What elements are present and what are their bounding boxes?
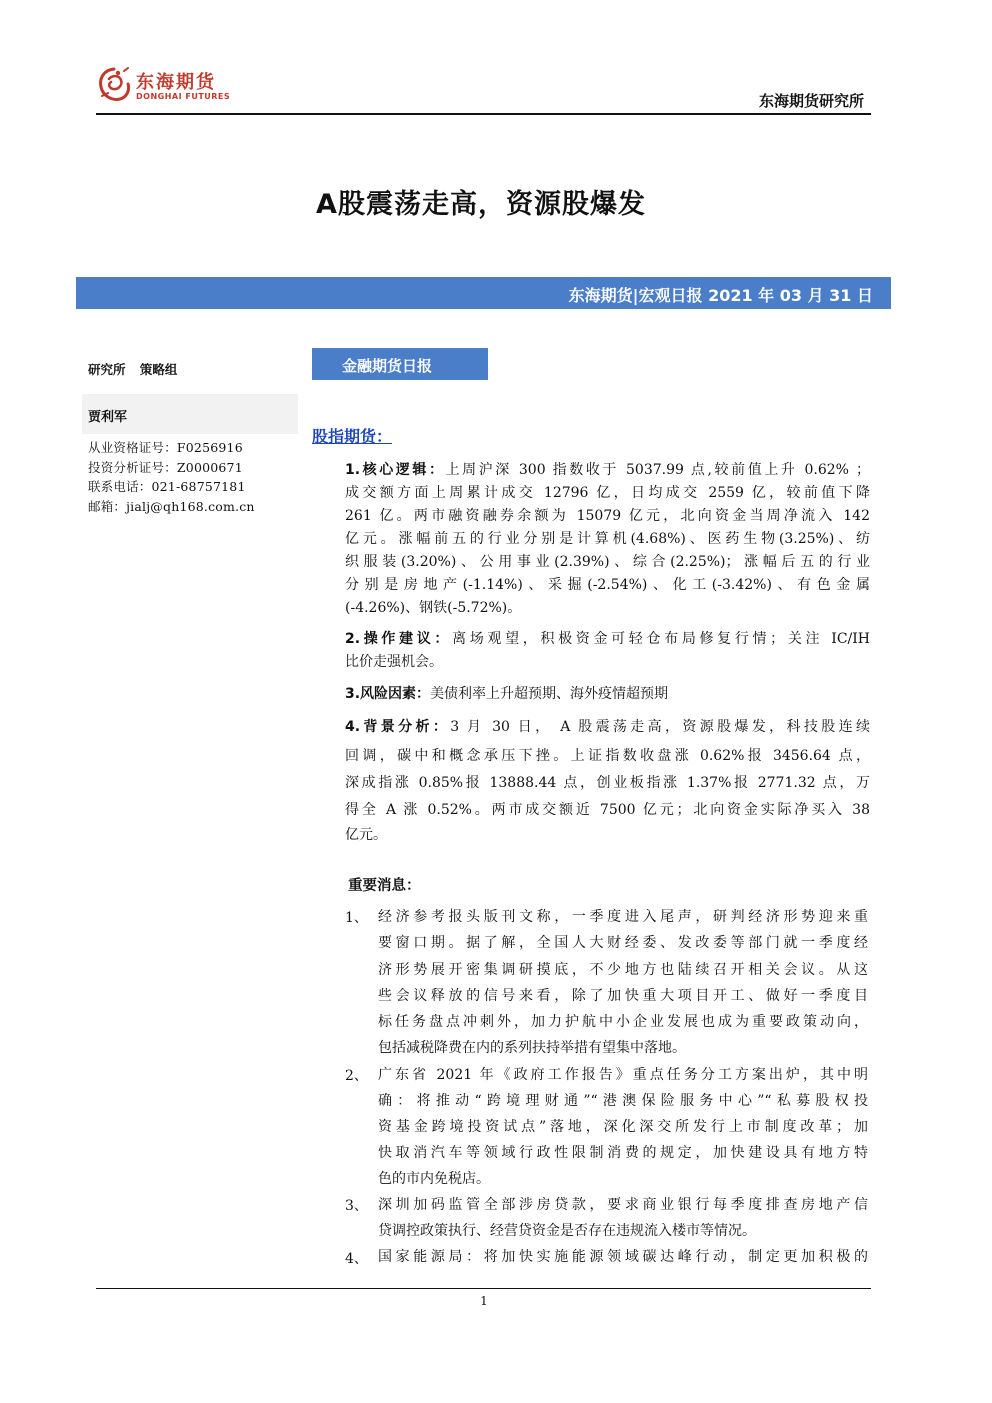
point-line: 1.核心逻辑：上周沪深 300 指数收于 5037.99 点,较前值上升 0.62% ； [345, 462, 870, 478]
section-tab [312, 348, 488, 380]
news-line: 确：将推动“跨境理财通”“港澳保险服务中心”“私募股权投 [378, 1093, 868, 1109]
news-number: 4、 [345, 1251, 368, 1267]
section-subhead: 股指期货： [312, 427, 393, 446]
point-label: 1.核心逻辑： [345, 462, 446, 478]
header-divider [96, 113, 871, 115]
point-line: 织服装(3.20%)、公用事业(2.39%)、综合(2.25%)；涨幅后五的行业 [345, 554, 870, 570]
news-number: 2、 [345, 1068, 368, 1084]
section-tab-label: 金融期货日报 [342, 357, 433, 375]
point-line: 深成指涨 0.85%报 13888.44 点，创业板指涨 1.37%报 2771.32 点，万 [345, 775, 870, 791]
news-line: 资基金跨境投资试点”落地，深化深交所发行上市制度改革；加 [378, 1119, 868, 1135]
author-name: 贾利军 [88, 410, 128, 425]
point-line: 回调，碳中和概念承压下挫。上证指数收盘涨 0.62%报 3456.64 点， [345, 748, 870, 764]
news-line: 国家能源局：将加快实施能源领域碳达峰行动，制定更加积极的 [378, 1249, 868, 1265]
sidebar-team [88, 360, 187, 378]
footer-divider [96, 1288, 871, 1289]
banner-text: 东海期货|宏观日报 2021 年 03 月 31 日 [568, 286, 873, 305]
news-line: 些会议释放的信号来看，除了加快重大项目开工、做好一季度目 [378, 988, 868, 1004]
point-line: 成交额方面上周累计成交 12796 亿，日均成交 2559 亿，较前值下降 [345, 485, 870, 501]
point-line: 比价走强机会。 [345, 654, 443, 670]
contact-email: 邮箱：jialj@qh168.com.cn [88, 499, 255, 514]
news-line: 经济参考报头版刊文称，一季度进入尾声，研判经济形势迎来重 [378, 909, 868, 925]
report-banner [76, 277, 891, 309]
point-line: (-4.26%)、钢铁(-5.72%)。 [345, 600, 522, 616]
news-line: 标任务盘点冲刺外，加力护航中小企业发展也成为重要政策动向， [378, 1014, 868, 1030]
news-line: 快取消汽车等领域行政性限制消费的规定，加快建设具有地方特 [378, 1145, 868, 1161]
contact-analyst-id: 投资分析证号：Z0000671 [88, 460, 243, 475]
point-line: 2.操作建议：离场观望，积极资金可轻仓布局修复行情；关注 IC/IH [345, 631, 870, 647]
dragon-logo-icon [96, 66, 132, 104]
news-line: 深圳加码监管全部涉房贷款，要求商业银行每季度排查房地产信 [378, 1197, 868, 1213]
point-line: 分别是房地产(-1.14%)、采掘(-2.54%)、化工(-3.42%)、有色金属 [345, 577, 870, 593]
point-line: 4.背景分析：3 月 30 日， A 股震荡走高，资源股爆发，科技股连续 [345, 719, 870, 735]
point-line: 3.风险因素：美债利率上升超预期、海外疫情超预期 [345, 686, 669, 702]
news-line: 包括减税降费在内的系列扶持举措有望集中落地。 [378, 1040, 686, 1056]
point-line: 得全 A 涨 0.52%。两市成交额近 7500 亿元；北向资金实际净买入 38 [345, 802, 870, 818]
news-line: 色的市内免税店。 [378, 1171, 490, 1187]
news-line: 广东省 2021 年《政府工作报告》重点任务分工方案出炉，其中明 [378, 1067, 868, 1083]
point-line: 亿元。涨幅前五的行业分别是计算机(4.68%)、医药生物(3.25%)、纺 [345, 531, 870, 547]
header-institute: 东海期货研究所 [758, 92, 864, 110]
contact-phone: 联系电话：021-68757181 [88, 479, 246, 494]
news-line: 要窗口期。据了解，全国人大财经委、发改委等部门就一季度经 [378, 935, 868, 951]
team-group: 策略组 [139, 362, 178, 377]
point-label: 3.风险因素： [345, 686, 431, 702]
news-number: 1、 [345, 910, 368, 926]
point-label: 2.操作建议： [345, 631, 453, 647]
logo-en-text: DONGHAI FUTURES [136, 92, 231, 101]
contact-qualification: 从业资格证号：F0256916 [88, 440, 243, 455]
point-line: 261 亿。两市融资融券余额为 15079 亿元，北向资金当周净流入 142 [345, 508, 870, 524]
news-line: 济形势展开密集调研摸底，不少地方也陆续召开相关会议。从这 [378, 962, 868, 978]
author-box [82, 394, 298, 434]
news-number: 3、 [345, 1198, 368, 1214]
news-heading: 重要消息： [348, 878, 421, 894]
point-label: 4.背景分析： [345, 719, 451, 735]
page-number: 1 [480, 1294, 488, 1308]
company-logo [96, 66, 236, 106]
news-line: 贷调控政策执行、经营贷资金是否存在违规流入楼市等情况。 [378, 1223, 756, 1239]
point-line: 亿元。 [345, 827, 387, 843]
page-title: A股震荡走高，资源股爆发 [316, 189, 646, 220]
team-dept: 研究所 [88, 362, 126, 377]
logo-cn-text: 东海期货 [136, 72, 216, 93]
